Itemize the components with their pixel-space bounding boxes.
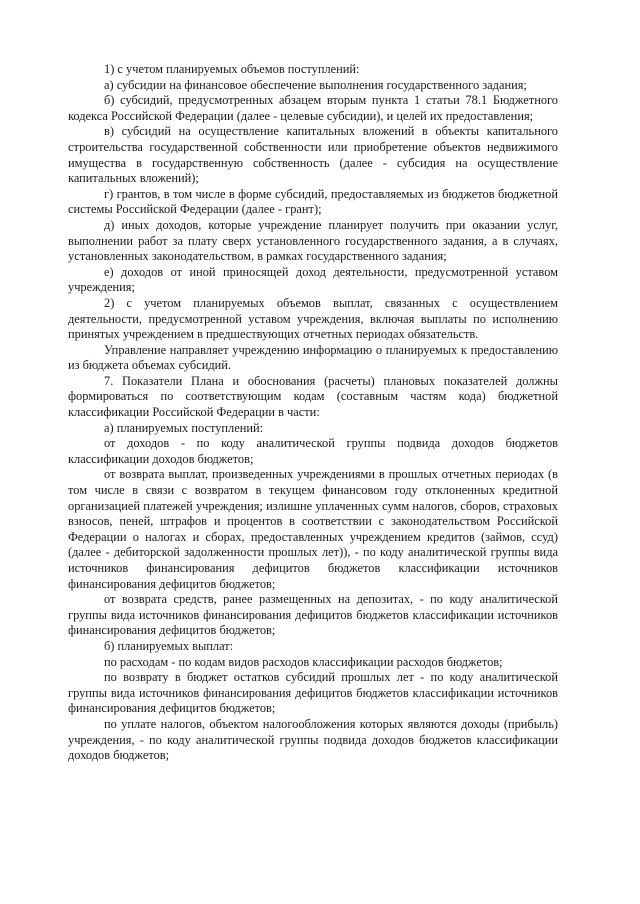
paragraph-e-income-generating-activity: е) доходов от иной приносящей доход деятельности, предусмотренной уставом учреждения;: [68, 264, 558, 295]
paragraph-from-refund-of-payments: от возврата выплат, произведенных учреждениями в прошлых отчетных периодах (в том числе в связи с возвратом в текущем финансовом году отклоненных кредитной организацией платежей учреждения; излишне уплаченных сумм налогов, сборов, страховых взносов, пеней, штрафов и процентов в соответствии с законодательством Российской Федерации о налогах и сборах, предоставленных учреждением кредитов (займов, ссуд) (далее - дебиторской задолженности прошлых лет)), - по коду аналитической группы вида источников финансирования дефицитов бюджетов классификации источников финансирования дефицитов бюджетов;: [68, 467, 558, 591]
paragraph-g-grants: г) грантов, в том числе в форме субсидий, предоставляемых из бюджетов бюджетной системы Российской Федерации (далее - грант);: [68, 186, 558, 217]
paragraph-from-deposit-return: от возврата средств, ранее размещенных на депозитах, - по коду аналитической группы вида источников финансирования дефицитов бюджетов классификации источников финансирования дефицитов бюджетов;: [68, 592, 558, 638]
document-body: [68, 62, 558, 764]
paragraph-from-income: от доходов - по коду аналитической группы подвида доходов бюджетов классификации доходов бюджетов;: [68, 436, 558, 466]
paragraph-for-subsidy-return: по возврату в бюджет остатков субсидий прошлых лет - по коду аналитической группы вида источников финансирования дефицитов бюджетов классификации источников финансирования дефицитов бюджетов;: [68, 670, 558, 716]
paragraph-b-planned-payments: б) планируемых выплат:: [104, 638, 234, 653]
paragraph-a-planned-receipts: а) планируемых поступлений:: [104, 420, 264, 435]
paragraph-for-expenses: по расходам - по кодам видов расходов классификации расходов бюджетов;: [104, 654, 503, 669]
paragraph-2-planned-payments: 2) с учетом планируемых объемов выплат, связанных с осуществлением деятельности, предусмотренной уставом учреждения, включая выплаты по исполнению принятых учреждением в предшествующих отчетных периодах обязательств.: [68, 295, 558, 342]
paragraph-7-plan-indicators: 7. Показатели Плана и обоснования (расчеты) плановых показателей должны формироваться по соответствующим кодам (составным частям кода) бюджетной классификации Российской Федерации в части:: [68, 373, 558, 420]
paragraph-b-target-subsidies: б) субсидий, предусмотренных абзацем вторым пункта 1 статьи 78.1 Бюджетного кодекса Российской Федерации (далее - целевые субсидии), и целей их предоставления;: [68, 93, 558, 123]
paragraph-for-tax-payment: по уплате налогов, объектом налогообложения которых являются доходы (прибыль) учреждения, - по коду аналитической группы подвида доходов бюджетов классификации доходов бюджетов;: [68, 716, 558, 763]
paragraph-a-state-task-subsidy: а) субсидии на финансовое обеспечение выполнения государственного задания;: [104, 77, 527, 92]
paragraph-d-other-income: д) иных доходов, которые учреждение планирует получить при оказании услуг, выполнении работ за плату сверх установленного государственного задания, а в случаях, установленных законодательством, в рамках государственного задания;: [68, 217, 558, 264]
paragraph-v-capital-investment-subsidies: в) субсидий на осуществление капитальных вложений в объекты капитального строительства государственной собственности или приобретение объектов недвижимого имущества в государственную собственность (далее - субсидия на осуществление капитальных вложений);: [68, 124, 558, 186]
paragraph-1-planned-revenues: 1) с учетом планируемых объемов поступлений:: [104, 62, 360, 76]
paragraph-management-subsidy-info: Управление направляет учреждению информацию о планируемых к предоставлению из бюджета объемах субсидий.: [68, 342, 558, 373]
